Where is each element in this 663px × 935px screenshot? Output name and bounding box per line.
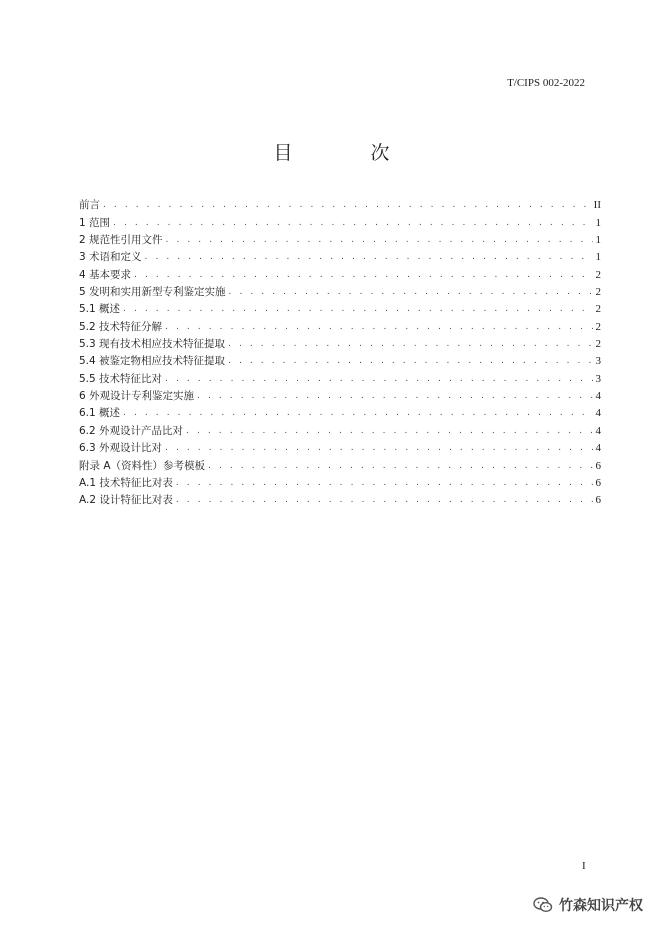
toc-entry-page: 6 (595, 476, 601, 489)
toc-entry-page: 2 (595, 286, 601, 299)
toc-entry[interactable] (79, 194, 601, 211)
toc-leader-dots (176, 477, 593, 489)
toc-entry-label: 6.3 外观设计比对 (79, 442, 163, 455)
toc-entry-label: 6.2 外观设计产品比对 (79, 424, 184, 437)
toc-entry-page: 4 (595, 424, 601, 437)
toc-entry[interactable] (79, 385, 601, 402)
toc-entry-label: 5 发明和实用新型专利鉴定实施 (79, 286, 226, 299)
toc-entry[interactable] (79, 281, 601, 298)
toc-entry-label: 2 规范性引用文件 (79, 234, 163, 247)
toc-entry-label: 4 基本要求 (79, 268, 132, 281)
toc-leader-dots (103, 199, 591, 211)
toc-leader-dots (166, 234, 593, 246)
toc-entry[interactable] (79, 298, 601, 315)
toc-entry-page: 2 (595, 338, 601, 351)
toc-entry[interactable] (79, 263, 601, 280)
page-number: I (582, 860, 586, 872)
toc-entry[interactable] (79, 472, 601, 489)
toc-entry-label: 3 术语和定义 (79, 251, 142, 264)
toc-entry[interactable] (79, 454, 601, 471)
toc-entry[interactable] (79, 211, 601, 228)
toc-leader-dots (228, 338, 592, 350)
toc-entry-page: 3 (595, 372, 601, 385)
toc-entry-label: 附录 A（资料性）参考模板 (79, 459, 206, 472)
toc-entry-page: 3 (595, 355, 601, 368)
toc-entry-label: 5.3 现有技术相应技术特征提取 (79, 338, 226, 351)
wechat-icon (533, 897, 553, 913)
toc-entry[interactable] (79, 489, 601, 506)
toc-leader-dots (123, 303, 592, 315)
table-of-contents (79, 194, 601, 506)
toc-entry-page: 2 (595, 320, 601, 333)
toc-entry-label: A.1 技术特征比对表 (79, 476, 173, 489)
toc-entry-page: 4 (595, 390, 601, 403)
toc-leader-dots (186, 425, 592, 437)
toc-entry-label: 5.4 被鉴定物相应技术特征提取 (79, 355, 226, 368)
toc-entry[interactable] (79, 419, 601, 436)
toc-leader-dots (176, 494, 593, 506)
toc-entry[interactable] (79, 437, 601, 454)
toc-leader-dots (208, 460, 592, 472)
toc-entry-label: 5.1 概述 (79, 303, 121, 316)
toc-entry-label: 1 范围 (79, 216, 111, 229)
toc-entry[interactable] (79, 315, 601, 332)
toc-leader-dots (228, 355, 592, 367)
toc-entry-page: 4 (595, 407, 601, 420)
toc-entry-page: 1 (595, 234, 601, 247)
toc-leader-dots (197, 390, 592, 402)
toc-entry[interactable] (79, 246, 601, 263)
page-title: 目 次 (273, 142, 426, 164)
toc-entry-label: A.2 设计特征比对表 (79, 494, 173, 507)
toc-entry-page: II (593, 199, 601, 212)
toc-leader-dots (113, 217, 592, 229)
toc-entry-label: 5.5 技术特征比对 (79, 372, 163, 385)
toc-leader-dots (134, 269, 592, 281)
toc-entry[interactable] (79, 229, 601, 246)
toc-leader-dots (123, 407, 592, 419)
toc-entry[interactable] (79, 402, 601, 419)
toc-leader-dots (165, 373, 592, 385)
toc-entry-page: 2 (595, 303, 601, 316)
watermark-text: 竹森知识产权 (559, 898, 643, 914)
toc-entry-page: 4 (595, 442, 601, 455)
toc-leader-dots (165, 321, 592, 333)
toc-entry[interactable] (79, 367, 601, 384)
toc-leader-dots (165, 442, 592, 454)
toc-leader-dots (145, 251, 593, 263)
toc-entry-page: 1 (595, 251, 601, 264)
toc-entry-page: 1 (595, 216, 601, 229)
toc-entry-label: 6 外观设计专利鉴定实施 (79, 390, 195, 403)
toc-entry-page: 6 (595, 494, 601, 507)
toc-entry-page: 2 (595, 268, 601, 281)
toc-entry-label: 5.2 技术特征分解 (79, 320, 163, 333)
toc-leader-dots (229, 286, 593, 298)
toc-entry-label: 前言 (79, 199, 100, 212)
document-code: T/CIPS 002-2022 (507, 77, 585, 89)
watermark (533, 895, 643, 915)
toc-entry[interactable] (79, 350, 601, 367)
toc-entry[interactable] (79, 333, 601, 350)
toc-entry-page: 6 (595, 459, 601, 472)
toc-entry-label: 6.1 概述 (79, 407, 121, 420)
